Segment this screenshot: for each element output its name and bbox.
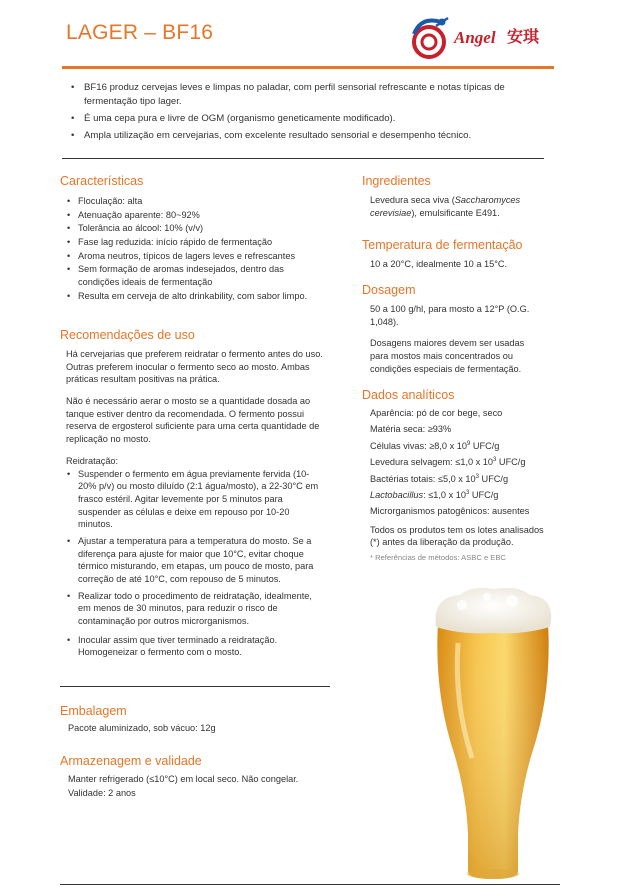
recomendacoes-heading: Recomendações de uso bbox=[60, 328, 195, 342]
recomendacoes-paragraph: Há cervejarias que preferem reidratar o fermento antes do uso. Outras preferem inocular o fermento seco ao mosto. Ambas práticas resultam positivas na prática. bbox=[66, 349, 323, 385]
dados-heading: Dados analíticos bbox=[362, 388, 455, 402]
list-item: • Atenuação aparente: 80~92% bbox=[66, 209, 330, 222]
species-name: Saccharomyces cerevisiae bbox=[370, 195, 521, 218]
dados-patogenicos: Microrganismos patogênicos: ausentes bbox=[370, 506, 530, 517]
caracteristicas-heading: Características bbox=[60, 174, 144, 188]
section-divider bbox=[60, 686, 330, 687]
intro-item: • É uma cepa pura e livre de OGM (organismo geneticamente modificado). bbox=[70, 112, 550, 126]
list-item: • Sem formação de aromas indesejados, dentro das condições ideais de fermentação bbox=[66, 263, 314, 288]
intro-item: • BF16 produz cervejas leves e limpas no paladar, com perfil sensorial refrescante e notas típicas de fermentação tipo lager. bbox=[70, 81, 550, 109]
angel-logo-mark-icon bbox=[409, 14, 453, 60]
dosagem-paragraph: 50 a 100 g/hl, para mosto a 12°P (O.G. 1,048). bbox=[370, 304, 530, 327]
page-title: LAGER – BF16 bbox=[66, 21, 214, 44]
temperatura-heading: Temperatura de fermentação bbox=[362, 238, 523, 252]
list-item: • Inocular assim que tiver terminado a reidratação. Homogeneizar o fermento com o mosto. bbox=[66, 634, 326, 659]
caracteristicas-list bbox=[66, 195, 330, 303]
logo-text: Angel bbox=[454, 28, 496, 47]
dados-bacterias: Bactérias totais: ≤5,0 x $10^3$ UFC/g bbox=[370, 473, 509, 484]
embalagem-text: Pacote aluminizado, sob vácuo: 12g bbox=[68, 723, 216, 733]
list-item: • Tolerância ao álcool: 10% (v/v) bbox=[66, 222, 330, 235]
ingredientes-section bbox=[362, 174, 552, 219]
temperatura-section bbox=[362, 238, 552, 271]
recomendacoes-paragraph: Não é necessário aerar o mosto se a quantidade dosada ao tanque estiver dentro da recomendada. O fermento possui reserva de ergosterol suficiente para uma certa quantidade de replicação no mosto. bbox=[66, 396, 320, 445]
angel-logo bbox=[409, 14, 557, 60]
embalagem-section bbox=[60, 704, 330, 735]
dados-section bbox=[362, 388, 552, 563]
ingredientes-heading: Ingredientes bbox=[362, 174, 431, 188]
caracteristicas-section bbox=[60, 174, 330, 303]
list-item: • Aroma neutros, típicos de lagers leves e refrescantes bbox=[66, 250, 330, 263]
armazenagem-line: Validade: 2 anos bbox=[68, 787, 136, 798]
embalagem-heading: Embalagem bbox=[60, 704, 127, 718]
list-item: • Floculação: alta bbox=[66, 195, 330, 208]
list-item: • Ajustar a temperatura para a temperatura do mosto. Se a diferença para ajuste for maior que 10°C, evitar choque térmico misturando, em etapas, um pouco de mosto, para correção de até 10°C, com repouso de 5 minutos. bbox=[66, 535, 326, 586]
list-item: • Resulta em cerveja de alto drinkability, com sabor limpo. bbox=[66, 290, 330, 303]
section-divider bbox=[62, 158, 544, 159]
beer-glass-image bbox=[432, 583, 554, 883]
reidratacao-steps bbox=[66, 468, 326, 660]
list-item: • Suspender o fermento em água previamente fervida (10-20% p/v) ou mosto diluído (2:1 água/mosto), a 22-30°C em frasco estéril. Agitar levemente por 5 minutos para suspender as células e deixe em repouso por 10-20 minutos. bbox=[66, 468, 326, 531]
recomendacoes-section bbox=[60, 328, 330, 659]
list-item: • Realizar todo o procedimento de reidratação, idealmente, em menos de 30 minutos, para reduzir o risco de contaminação por outros microrganismos. bbox=[66, 590, 326, 628]
intro-list bbox=[70, 81, 550, 146]
dosagem-heading: Dosagem bbox=[362, 283, 416, 297]
dados-celulas: Células vivas: ≥8,0 x $10^9$ UFC/g bbox=[370, 440, 500, 451]
list-item: • Fase lag reduzida: início rápido de fermentação bbox=[66, 236, 330, 249]
armazenagem-heading: Armazenagem e validade bbox=[60, 754, 202, 768]
ingredientes-text: Levedura seca viva (Saccharomyces cerevisiae), emulsificante E491. bbox=[370, 195, 521, 218]
dados-selvagem: Levedura selvagem: ≤1,0 x $10^3$ UFC/g bbox=[370, 457, 526, 468]
footer-divider bbox=[60, 884, 560, 885]
dosagem-section bbox=[362, 283, 552, 375]
dados-aparencia: Aparência: pó de cor bege, seco bbox=[370, 408, 503, 418]
dosagem-paragraph: Dosagens maiores devem ser usadas para mostos mais concentrados ou condições especiais de fermentação. bbox=[370, 338, 525, 374]
armazenagem-line: Manter refrigerado (≤10°C) em local seco. Não congelar. bbox=[68, 774, 299, 784]
armazenagem-section bbox=[60, 754, 340, 801]
header-divider bbox=[62, 66, 554, 69]
dados-materia: Matéria seca: ≥93% bbox=[370, 424, 452, 435]
reidratacao-label: Reidratação: bbox=[66, 455, 119, 466]
dados-referencias: * Referências de métodos: ASBC e EBC bbox=[370, 553, 506, 562]
dados-nota: Todos os produtos tem os lotes analisados (*) antes da liberação da produção. bbox=[370, 524, 544, 548]
temperatura-text: 10 a 20°C, idealmente 10 a 15°C. bbox=[370, 259, 508, 269]
logo-chinese-text: 安琪 bbox=[507, 29, 540, 46]
intro-item: • Ampla utilização em cervejarias, com excelente resultado sensorial e desempenho técnico. bbox=[70, 129, 550, 143]
dados-lactobacillus: Lactobacillus: ≤1,0 x $10^3$ UFC/g bbox=[370, 489, 499, 500]
